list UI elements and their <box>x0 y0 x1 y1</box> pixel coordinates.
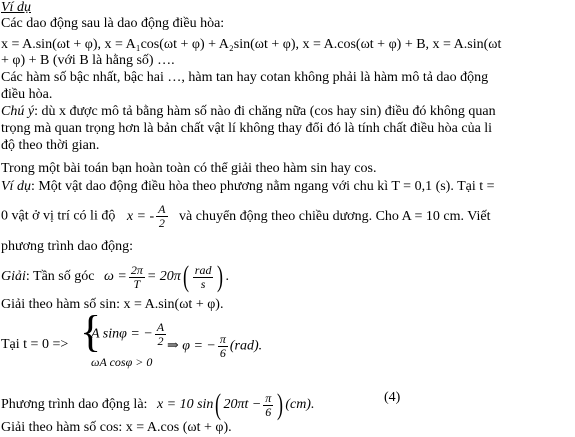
example-text-a: 0 vật ở vị trí có li độ <box>1 208 116 224</box>
example-heading: Ví dụ <box>1 0 31 15</box>
example-line-2 <box>1 203 490 230</box>
solution-label: Giải <box>1 269 26 285</box>
text-line-12: phương trình dao động: <box>1 239 134 254</box>
text-line-14: Giải theo hàm số sin: x = A.sin(ωt + φ). <box>1 297 224 312</box>
text-line-17: Giải theo hàm số cos: x = A.cos (ωt + φ). <box>1 420 232 435</box>
text-line-3: + φ) + B (với B là hằng số) …. <box>1 53 175 68</box>
equation-label: Phương trình dao động là: <box>1 397 148 413</box>
text-line-2: x = A.sin(ωt + φ), x = A₁cos(ωt + φ) + A₂sin(ωt + φ), x = A.cos(ωt + φ) + B, x = A.sin(ωt <box>1 37 502 52</box>
text-line-5: điều hòa. <box>1 87 53 102</box>
system-equation-2: ωA cosφ > 0 <box>91 355 153 369</box>
example-text: : Một vật dao động điều hòa theo phương nằm ngang với chu kì T = 0,1 (s). Tại t = <box>30 179 495 194</box>
text-line-8: độ theo thời gian. <box>1 138 100 153</box>
initial-condition-label: Tại t = 0 => <box>1 337 69 352</box>
text-line-1: Các dao động sau là dao động điều hòa: <box>1 16 225 31</box>
text-line-4: Các hàm số bậc nhất, bậc hai …, hàm tan hay cotan không phải là hàm mô tả dao động <box>1 70 489 85</box>
phase-result: ⇒ φ = − $\frac{\pi}{6}$ (rad). <box>167 332 263 360</box>
unit-rad-per-s: $\frac{\text{rad}}{s}$ <box>194 262 212 291</box>
system-equation-1: A sinφ = − $\frac{A}{2}$ <box>91 320 165 348</box>
solution-line: Giải: Tần số góc ω = $\frac{2\pi}{T}$ = 20π( $\frac{\text{rad}}{s}$ ) . <box>1 260 229 293</box>
system-brace: { <box>80 307 102 356</box>
example-text-b: và chuyển động theo chiều dương. Cho A = 10 cm. Viết <box>179 208 491 224</box>
equation-number: (4) <box>384 390 401 405</box>
note-label: Chú ý <box>1 104 35 119</box>
text-line-7: trọng mà quan trọng hơn là bản chất vật lí không thay đổi đó là tính chất điều hòa của li <box>1 121 493 136</box>
fraction-2pi-over-t: $\frac{2\pi}{T}$ <box>130 262 143 291</box>
example-label: Ví dụ <box>1 179 31 194</box>
fraction-a-over-2: $\frac{A}{2}$ <box>158 202 166 230</box>
equation-line: Phương trình dao động là: x = 10 sin( 20πt − $\frac{\pi}{6}$ ) (cm). <box>1 388 315 421</box>
note-text: : dù x được mô tả bằng hàm số nào đi chăng nữa (cos hay sin) điều đó không quan <box>34 104 496 119</box>
example-line <box>1 179 495 195</box>
equation-x-sin: x = 10 sin <box>156 397 214 413</box>
omega-symbol: ω = <box>103 269 127 285</box>
equation-x: x = - <box>126 208 155 224</box>
note-line <box>1 104 496 120</box>
text-line-9: Trong một bài toán bạn hoàn toàn có thể giải theo hàm sin hay cos. <box>1 161 377 176</box>
solution-text: : Tần số góc <box>25 269 95 285</box>
omega-value: = 20π <box>146 269 181 285</box>
